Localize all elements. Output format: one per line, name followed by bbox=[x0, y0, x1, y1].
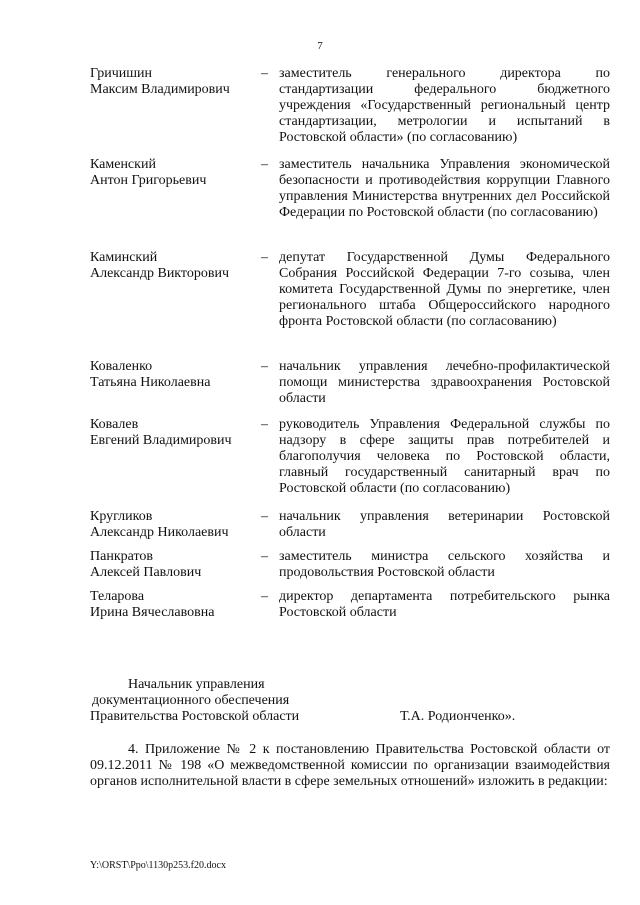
member-position: заместитель генерального директора по стандартизации федерального бюджетного учреждения «Государственный региональный центр стандартизации, метрологии и испытаний в Ростовской области» (по согласованию) bbox=[279, 66, 610, 145]
signatory-name: Т.А. Родионченко». bbox=[400, 709, 516, 724]
file-path-footer: Y:\ORST\Ppo\1130p253.f20.docx bbox=[90, 860, 226, 871]
page-number: 7 bbox=[317, 40, 323, 52]
member-surname: Каминский bbox=[90, 250, 158, 265]
member-dash: – bbox=[261, 359, 268, 374]
member-surname: Каменский bbox=[90, 157, 156, 172]
member-dash: – bbox=[261, 509, 268, 524]
member-dash: – bbox=[261, 157, 268, 172]
member-name bbox=[90, 359, 255, 391]
member-name bbox=[90, 549, 255, 581]
member-dash: – bbox=[261, 250, 268, 265]
member-name bbox=[90, 157, 255, 189]
member-position: директор департамента потребительского рынка Ростовской области bbox=[279, 589, 610, 620]
member-position: заместитель начальника Управления экономической безопасности и противодействия коррупции Главного управления Министерства внутренних дел Российской Федерации по Ростовской области (по согласованию) bbox=[279, 157, 610, 220]
member-surname: Коваленко bbox=[90, 359, 153, 374]
member-surname: Гричишин bbox=[90, 66, 153, 81]
member-position: заместитель министра сельского хозяйства и продовольствия Ростовской области bbox=[279, 549, 610, 580]
member-given-name: Татьяна Николаевна bbox=[90, 375, 211, 390]
member-position: начальник управления лечебно-профилактической помощи министерства здравоохранения Ростовской области bbox=[279, 359, 610, 406]
member-position: депутат Государственной Думы Федерального Собрания Российской Федерации 7-го созыва, член комитета Государственной Думы по энергетике, член регионального штаба Общероссийского народного фронта Ростовской области (по согласованию) bbox=[279, 250, 610, 329]
member-given-name: Александр Викторович bbox=[90, 266, 230, 281]
signoff-title-line-2: документационного обеспечения bbox=[92, 693, 290, 708]
member-given-name: Александр Николаевич bbox=[90, 525, 229, 540]
member-name bbox=[90, 589, 255, 621]
member-surname: Кругликов bbox=[90, 509, 153, 524]
member-name bbox=[90, 509, 255, 541]
signoff-organization: Правительства Ростовской области bbox=[90, 709, 300, 724]
member-dash: – bbox=[261, 589, 268, 604]
amendment-paragraph: 4. Приложение № 2 к постановлению Правительства Ростовской области от 09.12.2011 № 198 «О межведомственной комиссии по организации взаимодействия органов исполнительной власти в сфере земельных отношений» изложить в редакции: bbox=[90, 742, 610, 789]
member-surname: Ковалев bbox=[90, 417, 139, 432]
member-given-name: Антон Григорьевич bbox=[90, 173, 207, 188]
member-given-name: Ирина Вячеславовна bbox=[90, 605, 215, 620]
member-dash: – bbox=[261, 549, 268, 564]
member-given-name: Евгений Владимирович bbox=[90, 433, 232, 448]
member-position: руководитель Управления Федеральной службы по надзору в сфере защиты прав потребителей и благополучия человека по Ростовской области, главный государственный санитарный врач по Ростовской области (по согласованию) bbox=[279, 417, 610, 496]
member-dash: – bbox=[261, 66, 268, 81]
signoff-title-line-1: Начальник управления bbox=[128, 677, 265, 692]
member-name bbox=[90, 417, 255, 449]
signature-block bbox=[90, 677, 610, 725]
member-given-name: Алексей Павлович bbox=[90, 565, 202, 580]
member-dash: – bbox=[261, 417, 268, 432]
member-given-name: Максим Владимирович bbox=[90, 82, 230, 97]
member-position: начальник управления ветеринарии Ростовской области bbox=[279, 509, 610, 540]
member-surname: Панкратов bbox=[90, 549, 154, 564]
signoff-title-line-3 bbox=[90, 709, 610, 725]
member-name bbox=[90, 66, 255, 98]
member-surname: Теларова bbox=[90, 589, 145, 604]
member-name bbox=[90, 250, 255, 282]
